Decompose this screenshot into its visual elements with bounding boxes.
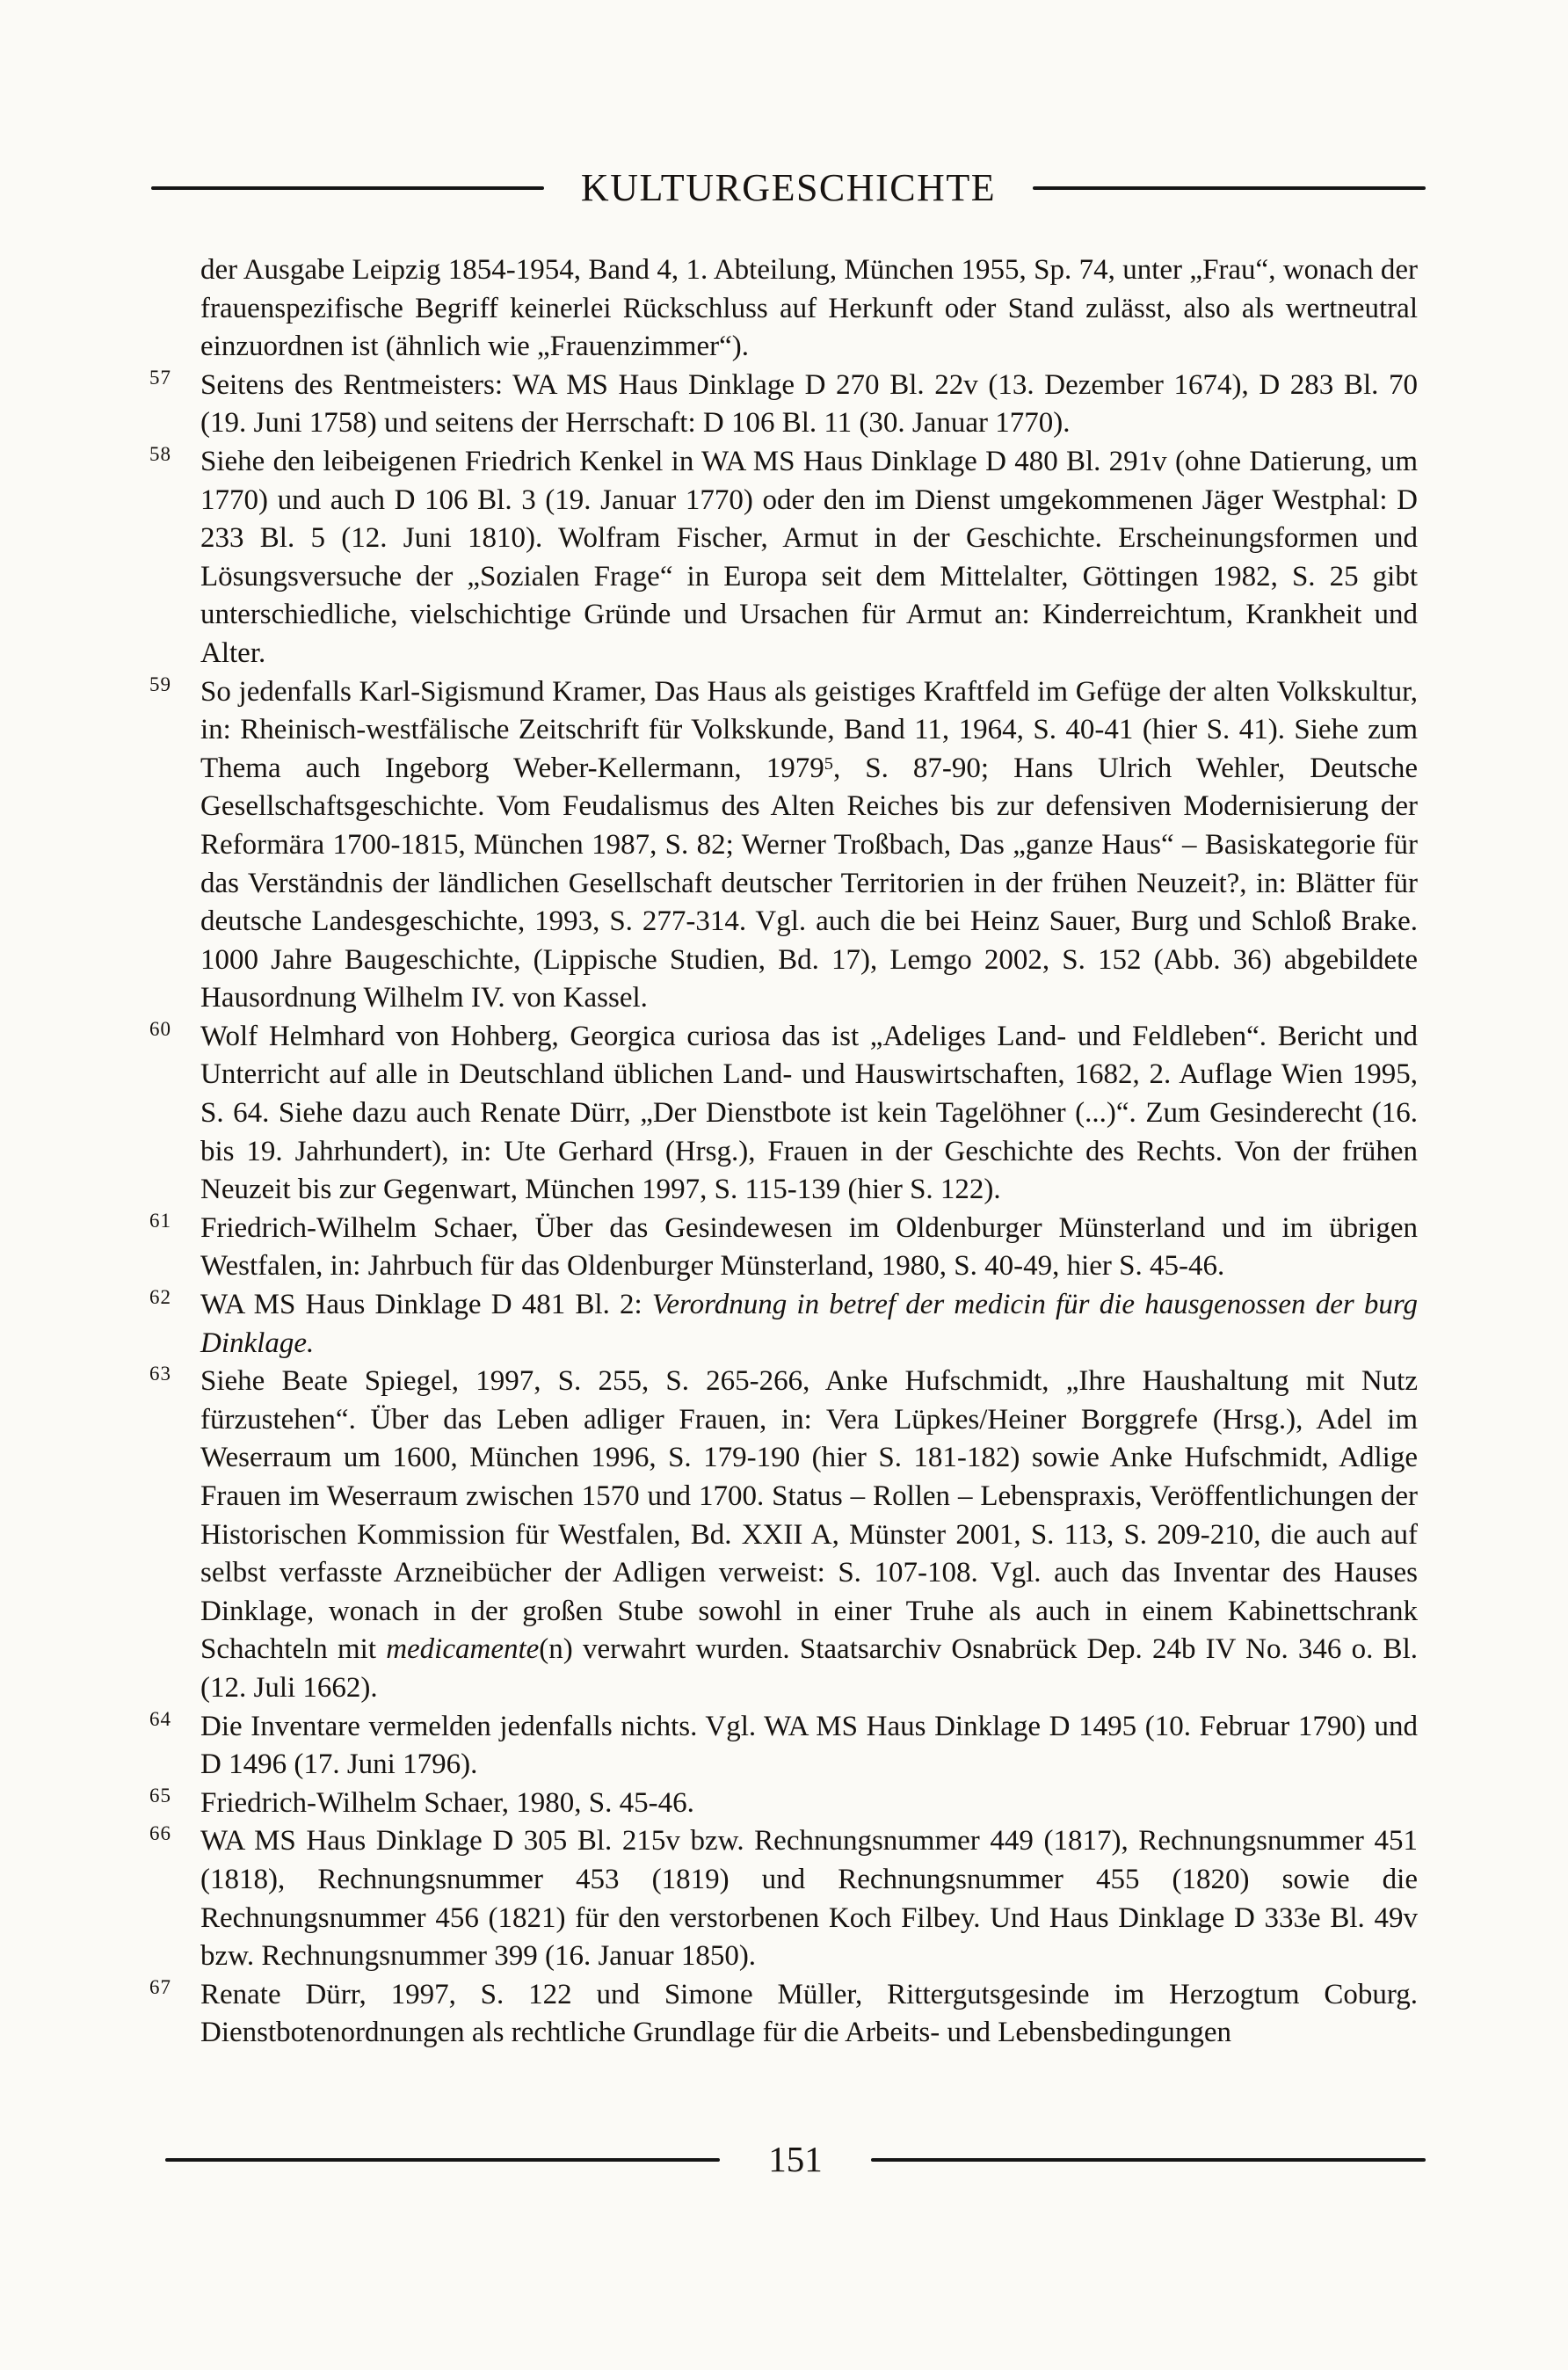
footnote-text: [200, 1979, 1418, 2049]
footnote: [149, 1209, 1418, 1286]
footnote-text-segment: , S. 87-90; Hans Ulrich Wehler, Deutsche Gesellschaftsgeschichte. Vom Feudalismus des Alten Reiches bis zur defensiven Modernisierung der Reformära 1700-1815, München 1987, S. 82; Werner Troßbach, Das „ganze Haus“ – Basiskategorie für das Verständnis der ländlichen Gesellschaft deutscher Territorien in der frühen Neuzeit?, in: Blätter für deutsche Landesgeschichte, 1993, S. 277-314. Vgl. auch die bei Heinz Sauer, Burg und Schloß Brake. 1000 Jahre Baugeschichte, (Lippische Studien, Bd. 17), Lemgo 2002, S. 152 (Abb. 36) abgebildete Hausordnung Wilhelm IV. von Kassel.: [200, 752, 1418, 1014]
footnote: [149, 1363, 1418, 1707]
footnote-text: [200, 1711, 1418, 1781]
footnote: [149, 366, 1418, 443]
page-number: 151: [768, 2139, 823, 2179]
footnote: [149, 442, 1418, 673]
footnote-text-segment: (n) verwahrt wurden. Staatsarchiv Osnabrück Dep. 24b IV No. 346 o. Bl. (12. Juli 1662).: [200, 1633, 1418, 1704]
footer-rule-right: [871, 2158, 1426, 2162]
footnote-text-segment: Seitens des Rentmeisters: WA MS Haus Dinklage D 270 Bl. 22v (13. Dezember 1674), D 283 Bl. 70 (19. Juni 1758) und seitens der Herrschaft: D 106 Bl. 11 (30. Januar 1770).: [200, 368, 1418, 440]
header-rule-left: [151, 186, 544, 190]
footnote-number: 58: [149, 442, 171, 465]
footnote-number: 59: [149, 672, 171, 695]
footnote-number: 64: [149, 1707, 171, 1730]
footnote-number: 57: [149, 366, 171, 389]
footnote-text: [200, 1365, 1418, 1704]
footnote-number: 67: [149, 1975, 171, 1998]
header-rule-right: [1033, 186, 1426, 190]
footnote-number: 61: [149, 1209, 171, 1232]
footnote-text-segment: Wolf Helmhard von Hohberg, Georgica curiosa das ist „Adeliges Land- und Feldleben“. Bericht und Unterricht auf alle in Deutschland üblichen Land- und Hauswirtschaften, 1682, 2. Auflage Wien 1995, S. 64. Siehe dazu auch Renate Dürr, „Der Dienstbote ist kein Tagelöhner (...)“. Zum Gesinderecht (16. bis 19. Jahrhundert), in: Ute Gerhard (Hrsg.), Frauen in der Geschichte des Rechts. Von der frühen Neuzeit bis zur Gegenwart, München 1997, S. 115-139 (hier S. 122).: [200, 1020, 1418, 1206]
footnote-number: 63: [149, 1363, 171, 1385]
footnote-text-segment: Friedrich-Wilhelm Schaer, Über das Gesindewesen im Oldenburger Münsterland und im übrigen Westfalen, in: Jahrbuch für das Oldenburger Münsterland, 1980, S. 40-49, hier S. 45-46.: [200, 1211, 1418, 1283]
footnote-text: [200, 254, 1418, 362]
page-header: [151, 165, 1426, 210]
footnote-text-segment: WA MS Haus Dinklage D 305 Bl. 215v bzw. Rechnungsnummer 449 (1817), Rechnungsnummer 451 (1818), Rechnungsnummer 453 (1819) und Rechnungsnummer 455 (1820) sowie die Rechnungsnummer 456 (1821) für den verstorbenen Koch Filbey. Und Haus Dinklage D 333e Bl. 49v bzw. Rechnungsnummer 399 (16. Januar 1850).: [200, 1825, 1418, 1973]
footnote-number: 62: [149, 1286, 171, 1309]
footnote-text-segment: So jedenfalls Karl-Sigismund Kramer, Das Haus als geistiges Kraftfeld im Gefüge der alten Volkskultur, in: Rheinisch-westfälische Zeitschrift für Volkskunde, Band 11, 1964, S. 40-41 (hier S. 41). Siehe zum Thema auch Ingeborg Weber-Kellermann, 1979: [200, 675, 1418, 784]
footnote-text-segment: 5: [824, 753, 833, 774]
footnote-number: 66: [149, 1822, 171, 1845]
footnote: [149, 1707, 1418, 1785]
footnote: [149, 1975, 1418, 2053]
footnote-list: [149, 251, 1418, 2053]
footnote-text-segment: Renate Dürr, 1997, S. 122 und Simone Müller, Rittergutsgesinde im Herzogtum Coburg. Dienstbotenordnungen als rechtliche Grundlage für die Arbeits- und Lebensbedingungen: [200, 1978, 1418, 2049]
footnote: [149, 1286, 1418, 1363]
footnote-text: [200, 676, 1418, 1014]
footnote-text-segment: Verordnung in betref der medicin für die hausgenossen der burg Dinklage.: [200, 1289, 1418, 1359]
footnote: [149, 1017, 1418, 1210]
footnote-number: 65: [149, 1784, 171, 1807]
footnote-text: [200, 1825, 1418, 1972]
footnote-text-segment: der Ausgabe Leipzig 1854-1954, Band 4, 1. Abteilung, München 1955, Sp. 74, unter „Frau“, wonach der frauenspezifische Begriff keinerlei Rückschluss auf Herkunft oder Stand zulässt, also als wertneutral einzuordnen ist (ähnlich wie „Frauenzimmer“).: [200, 254, 1418, 363]
footnote-text: [200, 1212, 1418, 1283]
footnote-text-segment: Siehe den leibeigenen Friedrich Kenkel in WA MS Haus Dinklage D 480 Bl. 291v (ohne Datierung, um 1770) und auch D 106 Bl. 3 (19. Januar 1770) oder den im Dienst umgekommenen Jäger Westphal: D 233 Bl. 5 (12. Juni 1810). Wolfram Fischer, Armut in der Geschichte. Erscheinungsformen und Lösungsversuche der „Sozialen Frage“ in Europa seit dem Mittelalter, Göttingen 1982, S. 25 gibt unterschiedliche, vielschichtige Gründe und Ursachen für Armut an: Kinderreichtum, Krankheit und Alter.: [200, 445, 1418, 669]
page-footer: [165, 2141, 1426, 2177]
running-head-title: KULTURGESCHICHTE: [580, 166, 997, 209]
footnote: [200, 251, 1418, 367]
footnote: [149, 1822, 1418, 1975]
footnote-text: [200, 1787, 694, 1819]
footnote-text: [200, 369, 1418, 440]
footnote-text-segment: Die Inventare vermelden jedenfalls nichts. Vgl. WA MS Haus Dinklage D 1495 (10. Februar 1790) und D 1496 (17. Juni 1796).: [200, 1710, 1418, 1781]
footnote-number: 60: [149, 1017, 171, 1040]
footnote-text-segment: Friedrich-Wilhelm Schaer, 1980, S. 45-46.: [200, 1786, 694, 1819]
footnote-text: [200, 1289, 1418, 1359]
footnote-text: [200, 1021, 1418, 1205]
footnote-text-segment: WA MS Haus Dinklage D 481 Bl. 2:: [200, 1289, 652, 1321]
footnote: [149, 672, 1418, 1018]
footer-rule-left: [165, 2158, 720, 2162]
footnote-text-segment: medicamente: [386, 1633, 540, 1666]
footnote: [149, 1784, 1418, 1823]
footnote-text: [200, 446, 1418, 669]
footnote-text-segment: Siehe Beate Spiegel, 1997, S. 255, S. 265-266, Anke Hufschmidt, „Ihre Haushaltung mit Nutz fürzustehen“. Über das Leben adliger Frauen, in: Vera Lüpkes/Heiner Borggrefe (Hrsg.), Adel im Weserraum um 1600, München 1996, S. 179-190 (hier S. 181-182) sowie Anke Hufschmidt, Adlige Frauen im Weserraum zwischen 1570 und 1700. Status – Rollen – Lebenspraxis, Veröffentlichungen der Historischen Kommission für Westfalen, Bd. XXII A, Münster 2001, S. 113, S. 209-210, die auch auf selbst verfasste Arzneibücher der Adligen verweist: S. 107-108. Vgl. auch das Inventar des Hauses Dinklage, wonach in der großen Stube sowohl in einer Truhe als auch in einem Kabinettschrank Schachteln mit: [200, 1365, 1418, 1666]
